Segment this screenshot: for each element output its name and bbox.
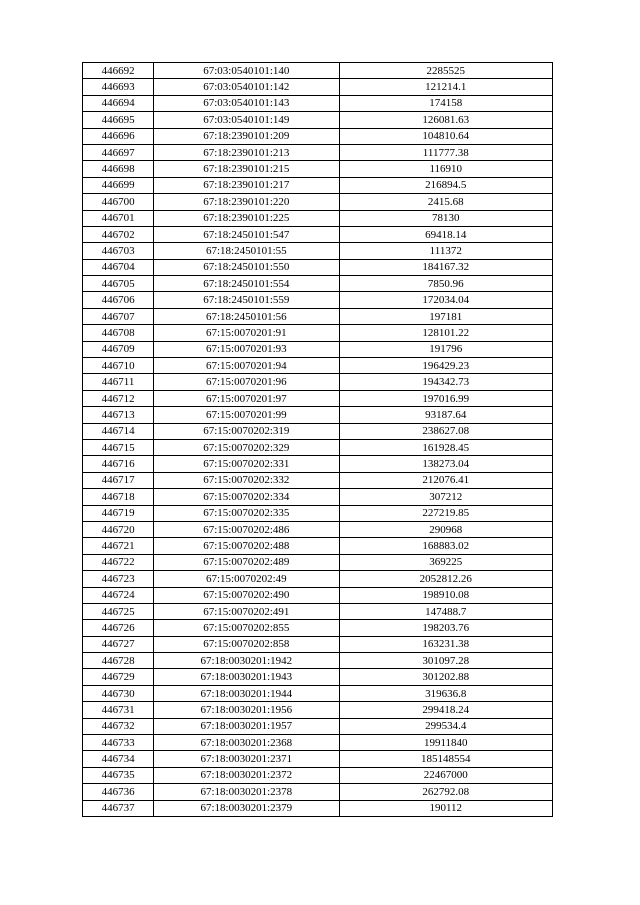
row-number-cell: 446722 — [83, 554, 154, 570]
cadastral-number-cell: 67:18:0030201:2368 — [154, 735, 339, 751]
table-row — [83, 79, 553, 95]
cadastral-number-cell: 67:18:0030201:2378 — [154, 784, 339, 800]
value-cell: 78130 — [339, 210, 552, 226]
value-cell: 19911840 — [339, 735, 552, 751]
cadastral-number-cell: 67:18:2390101:225 — [154, 210, 339, 226]
value-cell: 194342.73 — [339, 374, 552, 390]
cadastral-number-cell: 67:18:0030201:1957 — [154, 718, 339, 734]
row-number-cell: 446733 — [83, 735, 154, 751]
cadastral-number-cell: 67:15:0070202:486 — [154, 521, 339, 537]
cadastral-number-cell: 67:18:2450101:56 — [154, 308, 339, 324]
row-number-cell: 446736 — [83, 784, 154, 800]
cadastral-number-cell: 67:18:0030201:2371 — [154, 751, 339, 767]
row-number-cell: 446701 — [83, 210, 154, 226]
row-number-cell: 446706 — [83, 292, 154, 308]
row-number-cell: 446692 — [83, 63, 154, 79]
row-number-cell: 446724 — [83, 587, 154, 603]
cadastral-number-cell: 67:15:0070201:97 — [154, 390, 339, 406]
cadastral-number-cell: 67:15:0070202:332 — [154, 472, 339, 488]
table-row — [83, 587, 553, 603]
row-number-cell: 446711 — [83, 374, 154, 390]
value-cell: 2052812.26 — [339, 571, 552, 587]
table-row — [83, 292, 553, 308]
table-row — [83, 538, 553, 554]
value-cell: 138273.04 — [339, 456, 552, 472]
row-number-cell: 446723 — [83, 571, 154, 587]
table-row — [83, 63, 553, 79]
value-cell: 184167.32 — [339, 259, 552, 275]
cadastral-number-cell: 67:15:0070201:94 — [154, 358, 339, 374]
row-number-cell: 446696 — [83, 128, 154, 144]
value-cell: 299418.24 — [339, 702, 552, 718]
cadastral-number-cell: 67:03:0540101:149 — [154, 112, 339, 128]
table-row — [83, 210, 553, 226]
row-number-cell: 446731 — [83, 702, 154, 718]
table-row — [83, 735, 553, 751]
value-cell: 301097.28 — [339, 653, 552, 669]
value-cell: 111372 — [339, 243, 552, 259]
value-cell: 174158 — [339, 95, 552, 111]
row-number-cell: 446725 — [83, 603, 154, 619]
row-number-cell: 446695 — [83, 112, 154, 128]
row-number-cell: 446697 — [83, 144, 154, 160]
row-number-cell: 446732 — [83, 718, 154, 734]
value-cell: 126081.63 — [339, 112, 552, 128]
cadastral-number-cell: 67:15:0070201:91 — [154, 325, 339, 341]
cadastral-number-cell: 67:18:0030201:2372 — [154, 767, 339, 783]
table-row — [83, 439, 553, 455]
row-number-cell: 446708 — [83, 325, 154, 341]
value-cell: 299534.4 — [339, 718, 552, 734]
value-cell: 238627.08 — [339, 423, 552, 439]
value-cell: 369225 — [339, 554, 552, 570]
table-row — [83, 718, 553, 734]
table-row — [83, 390, 553, 406]
table-row — [83, 472, 553, 488]
table-row — [83, 374, 553, 390]
table-row — [83, 784, 553, 800]
cadastral-number-cell: 67:18:0030201:1942 — [154, 653, 339, 669]
table-row — [83, 521, 553, 537]
value-cell: 290968 — [339, 521, 552, 537]
row-number-cell: 446710 — [83, 358, 154, 374]
row-number-cell: 446719 — [83, 505, 154, 521]
value-cell: 147488.7 — [339, 603, 552, 619]
table-row — [83, 489, 553, 505]
cadastral-number-cell: 67:15:0070202:488 — [154, 538, 339, 554]
cadastral-number-cell: 67:15:0070202:489 — [154, 554, 339, 570]
value-cell: 198203.76 — [339, 620, 552, 636]
cadastral-number-cell: 67:15:0070202:491 — [154, 603, 339, 619]
cadastral-number-cell: 67:03:0540101:142 — [154, 79, 339, 95]
cadastral-number-cell: 67:15:0070202:319 — [154, 423, 339, 439]
row-number-cell: 446735 — [83, 767, 154, 783]
value-cell: 227219.85 — [339, 505, 552, 521]
value-cell: 172034.04 — [339, 292, 552, 308]
value-cell: 190112 — [339, 800, 552, 816]
value-cell: 319636.8 — [339, 685, 552, 701]
row-number-cell: 446727 — [83, 636, 154, 652]
table-row — [83, 325, 553, 341]
cadastral-number-cell: 67:18:2390101:220 — [154, 194, 339, 210]
table-row — [83, 243, 553, 259]
cadastral-number-cell: 67:18:2450101:554 — [154, 276, 339, 292]
row-number-cell: 446730 — [83, 685, 154, 701]
table-row — [83, 407, 553, 423]
cadastral-number-cell: 67:03:0540101:140 — [154, 63, 339, 79]
value-cell: 301202.88 — [339, 669, 552, 685]
row-number-cell: 446709 — [83, 341, 154, 357]
table-row — [83, 702, 553, 718]
row-number-cell: 446729 — [83, 669, 154, 685]
row-number-cell: 446734 — [83, 751, 154, 767]
table-row — [83, 554, 553, 570]
table-row — [83, 571, 553, 587]
cadastral-number-cell: 67:03:0540101:143 — [154, 95, 339, 111]
row-number-cell: 446737 — [83, 800, 154, 816]
row-number-cell: 446726 — [83, 620, 154, 636]
cadastral-number-cell: 67:15:0070202:335 — [154, 505, 339, 521]
value-cell: 191796 — [339, 341, 552, 357]
row-number-cell: 446728 — [83, 653, 154, 669]
cadastral-number-cell: 67:15:0070202:329 — [154, 439, 339, 455]
table-row — [83, 276, 553, 292]
table-row — [83, 751, 553, 767]
cadastral-number-cell: 67:15:0070202:858 — [154, 636, 339, 652]
row-number-cell: 446717 — [83, 472, 154, 488]
cadastral-number-cell: 67:18:2450101:547 — [154, 226, 339, 242]
value-cell: 216894.5 — [339, 177, 552, 193]
row-number-cell: 446712 — [83, 390, 154, 406]
table-row — [83, 95, 553, 111]
value-cell: 307212 — [339, 489, 552, 505]
cadastral-number-cell: 67:18:2450101:550 — [154, 259, 339, 275]
value-cell: 196429.23 — [339, 358, 552, 374]
table-row — [83, 177, 553, 193]
table-row — [83, 767, 553, 783]
row-number-cell: 446720 — [83, 521, 154, 537]
table-row — [83, 603, 553, 619]
cadastral-number-cell: 67:15:0070201:93 — [154, 341, 339, 357]
table-row — [83, 194, 553, 210]
table-row — [83, 112, 553, 128]
value-cell: 185148554 — [339, 751, 552, 767]
table-row — [83, 620, 553, 636]
row-number-cell: 446718 — [83, 489, 154, 505]
value-cell: 69418.14 — [339, 226, 552, 242]
cadastral-number-cell: 67:18:2390101:215 — [154, 161, 339, 177]
cadastral-number-cell: 67:15:0070202:49 — [154, 571, 339, 587]
cadastral-number-cell: 67:15:0070202:855 — [154, 620, 339, 636]
row-number-cell: 446714 — [83, 423, 154, 439]
table-row — [83, 259, 553, 275]
table-row — [83, 226, 553, 242]
table-row — [83, 144, 553, 160]
value-cell: 121214.1 — [339, 79, 552, 95]
value-cell: 212076.41 — [339, 472, 552, 488]
table-row — [83, 800, 553, 816]
data-table — [82, 62, 553, 817]
cadastral-number-cell: 67:18:0030201:1956 — [154, 702, 339, 718]
value-cell: 197016.99 — [339, 390, 552, 406]
table-row — [83, 505, 553, 521]
cadastral-number-cell: 67:18:2390101:217 — [154, 177, 339, 193]
row-number-cell: 446694 — [83, 95, 154, 111]
value-cell: 163231.38 — [339, 636, 552, 652]
cadastral-number-cell: 67:18:0030201:2379 — [154, 800, 339, 816]
table-row — [83, 636, 553, 652]
value-cell: 128101.22 — [339, 325, 552, 341]
row-number-cell: 446693 — [83, 79, 154, 95]
value-cell: 168883.02 — [339, 538, 552, 554]
table-row — [83, 341, 553, 357]
value-cell: 161928.45 — [339, 439, 552, 455]
table-row — [83, 161, 553, 177]
cadastral-number-cell: 67:18:2450101:55 — [154, 243, 339, 259]
table-row — [83, 128, 553, 144]
value-cell: 104810.64 — [339, 128, 552, 144]
row-number-cell: 446721 — [83, 538, 154, 554]
row-number-cell: 446698 — [83, 161, 154, 177]
value-cell: 198910.08 — [339, 587, 552, 603]
cadastral-number-cell: 67:15:0070202:331 — [154, 456, 339, 472]
row-number-cell: 446702 — [83, 226, 154, 242]
table-row — [83, 653, 553, 669]
row-number-cell: 446705 — [83, 276, 154, 292]
row-number-cell: 446703 — [83, 243, 154, 259]
row-number-cell: 446707 — [83, 308, 154, 324]
cadastral-number-cell: 67:15:0070201:96 — [154, 374, 339, 390]
cadastral-number-cell: 67:18:2390101:213 — [154, 144, 339, 160]
value-cell: 111777.38 — [339, 144, 552, 160]
row-number-cell: 446700 — [83, 194, 154, 210]
cadastral-number-cell: 67:15:0070201:99 — [154, 407, 339, 423]
value-cell: 116910 — [339, 161, 552, 177]
row-number-cell: 446704 — [83, 259, 154, 275]
row-number-cell: 446716 — [83, 456, 154, 472]
cadastral-number-cell: 67:18:0030201:1943 — [154, 669, 339, 685]
table-row — [83, 456, 553, 472]
cadastral-number-cell: 67:18:2390101:209 — [154, 128, 339, 144]
value-cell: 93187.64 — [339, 407, 552, 423]
row-number-cell: 446715 — [83, 439, 154, 455]
table-row — [83, 358, 553, 374]
value-cell: 7850.96 — [339, 276, 552, 292]
cadastral-number-cell: 67:15:0070202:490 — [154, 587, 339, 603]
value-cell: 197181 — [339, 308, 552, 324]
cadastral-number-cell: 67:18:2450101:559 — [154, 292, 339, 308]
row-number-cell: 446713 — [83, 407, 154, 423]
cadastral-number-cell: 67:15:0070202:334 — [154, 489, 339, 505]
table-row — [83, 669, 553, 685]
table-row — [83, 685, 553, 701]
cadastral-number-cell: 67:18:0030201:1944 — [154, 685, 339, 701]
row-number-cell: 446699 — [83, 177, 154, 193]
value-cell: 2285525 — [339, 63, 552, 79]
value-cell: 22467000 — [339, 767, 552, 783]
table-body — [83, 63, 553, 817]
table-row — [83, 308, 553, 324]
value-cell: 262792.08 — [339, 784, 552, 800]
table-row — [83, 423, 553, 439]
value-cell: 2415.68 — [339, 194, 552, 210]
